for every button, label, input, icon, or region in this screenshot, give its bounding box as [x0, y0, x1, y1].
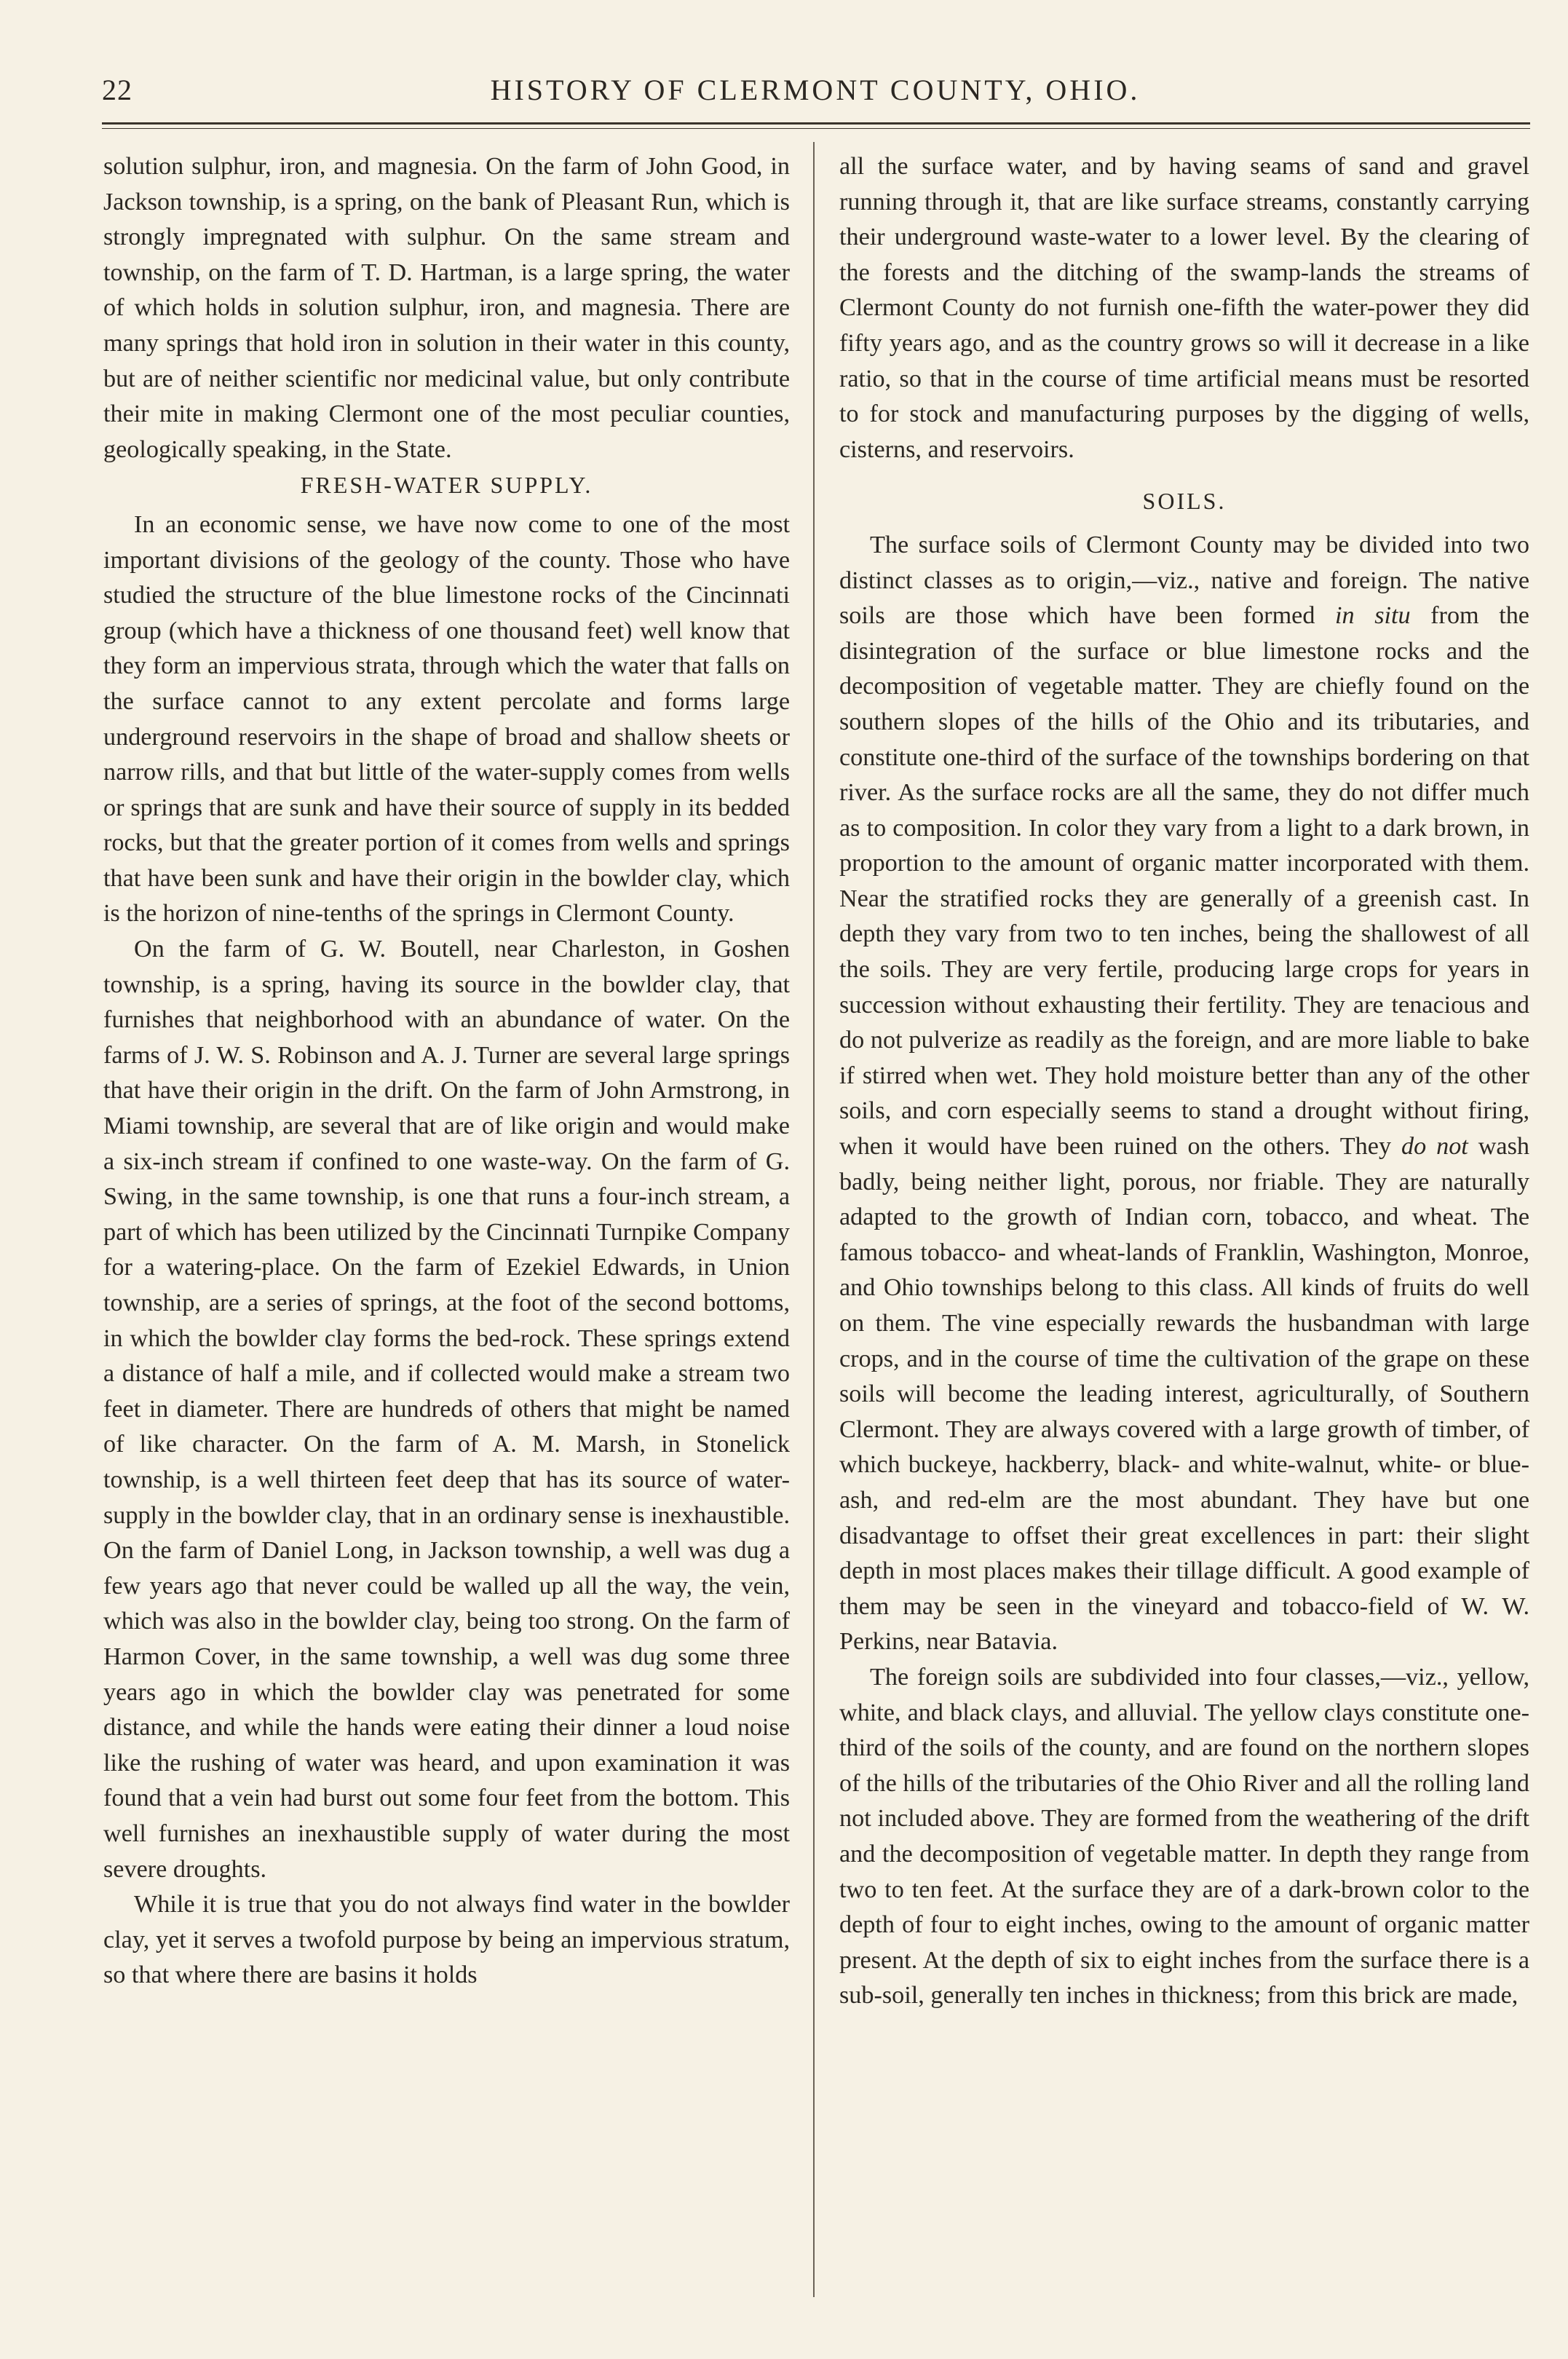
- left-column: [103, 149, 790, 1994]
- right-column: [839, 149, 1529, 2014]
- paragraph: all the surface water, and by having seams of sand and gravel running through it, that are like surface streams, constantly carrying their underground waste-water to a lower level. By the clearing of the forests and the ditching of the swamp-lands the streams of Clermont County do not furnish one-fifth the water-power they did fifty years ago, and as the country grows so will it decrease in a like ratio, so that in the course of time artificial means must be resorted to for stock and manufacturing purposes by the digging of wells, cisterns, and reservoirs.: [839, 153, 1529, 463]
- page-header: [102, 73, 1529, 109]
- header-rule: [102, 122, 1530, 125]
- italic-text: do not: [1401, 1133, 1468, 1161]
- paragraph: On the farm of G. W. Boutell, near Charleston, in Goshen township, is a spring, having its source in the bowlder clay, that furnishes that neighborhood with an abundance of water. On the farms of J. W. S. Robinson and A. J. Turner are several large springs that have their origin in the drift. On the farm of John Armstrong, in Miami township, are several that are of like origin and would make a six-inch stream if confined to one waste-way. On the farm of G. Swing, in the same township, is one that runs a four-inch stream, a part of which has been utilized by the Cincinnati Turnpike Company for a watering-place. On the farm of Ezekiel Edwards, in Union township, are a series of springs, at the foot of the second bottoms, in which the bowlder clay forms the bed-rock. These springs extend a distance of half a mile, and if collected would make a stream two feet in diameter. There are hundreds of others that might be named of like character. On the farm of A. M. Marsh, in Stonelick township, is a well thirteen feet deep that has its source of water-supply in the bowlder clay, that in an ordinary sense is inexhaustible. On the farm of Daniel Long, in Jackson township, a well was dug a few years ago that never could be walled up all the way, the vein, which was also in the bowlder clay, being too strong. On the farm of Harmon Cover, in the same township, a well was dug some three years ago in which the bowlder clay was penetrated for some distance, and while the hands were eating their dinner a loud noise like the rushing of water was heard, and upon examination it was found that a vein had burst out some four feet from the bottom. This well furnishes an inexhaustible supply of water during the most severe droughts.: [103, 936, 790, 1883]
- text-run: The surface soils of Clermont County may be divided into two distinct classes as to origin,—viz., native and foreign. The native soils are those which have been formed: [839, 531, 1529, 630]
- paragraph: While it is true that you do not always find water in the bowlder clay, yet it serves a twofold purpose by being an impervious stratum, so that where there are basins it holds: [103, 1891, 790, 1989]
- page-number: 22: [102, 74, 132, 106]
- section-heading-soils: SOILS.: [1142, 488, 1227, 515]
- text-run: wash badly, being neither light, porous, nor friable. They are naturally adapted to the growth of Indian corn, tobacco, and wheat. The famous tobacco- and wheat-lands of Franklin, Washington, Monroe, and Ohio townships belong to this class. All kinds of fruits do well on them. The vine especially rewards the husbandman with large crops, and in the course of time the cultivation of the grape on these soils will become the leading interest, agriculturally, of Southern Clermont. They are always covered with a large growth of timber, of which buckeye, hackberry, black- and white-walnut, white- or blue-ash, and red-elm are the most abundant. They have but one disadvantage to offset their great excellences in part: their slight depth in most places makes their tillage difficult. A good example of them may be seen in the vineyard and tobacco-field of W. W. Perkins, near Batavia.: [839, 1133, 1529, 1656]
- header-rule-thin: [102, 128, 1530, 129]
- italic-text: in situ: [1335, 602, 1411, 630]
- section-heading-fresh-water-supply: FRESH-WATER SUPPLY.: [300, 472, 593, 499]
- text-run: from the disintegration of the surface or blue limestone rocks and the decomposition of vegetable matter. They are chiefly found on the southern slopes of the hills of the Ohio and its tributaries, and constitute one-third of the surface of the townships bordering on that river. As the surface rocks are all the same, they do not differ much as to composition. In color they vary from a light to a dark brown, in proportion to the amount of organic matter incorporated with them. Near the stratified rocks they are generally of a greenish cast. In depth they vary from two to ten inches, being the shallowest of all the soils. They are very fertile, producing large crops for years in succession without exhausting their fertility. They are tenacious and do not pulverize as readily as the foreign, and are more liable to bake if stirred when wet. They hold moisture better than any of the other soils, and corn especially seems to stand a drought without firing, when it would have been ruined on the others. They: [839, 602, 1529, 1161]
- running-title: HISTORY OF CLERMONT COUNTY, OHIO.: [490, 74, 1141, 106]
- paragraph: In an economic sense, we have now come to one of the most important divisions of the geology of the county. Those who have studied the structure of the blue limestone rocks of the Cincinnati group (which have a thickness of one thousand feet) well know that they form an impervious strata, through which the water that falls on the surface cannot to any extent percolate and forms large underground reservoirs in the shape of broad and shallow sheets or narrow rills, and that but little of the water-supply comes from wells or springs that are sunk and have their source of supply in its bedded rocks, but that the greater portion of it comes from wells and springs that have been sunk and have their origin in the bowlder clay, which is the horizon of nine-tenths of the springs in Clermont County.: [103, 510, 790, 928]
- paragraph: The foreign soils are subdivided into four classes,—viz., yellow, white, and black clays, and alluvial. The yellow clays constitute one-third of the soils of the county, and are found on the northern slopes of the hills of the tributaries of the Ohio River and all the rolling land not included above. They are formed from the weathering of the drift and the decomposition of vegetable matter. In depth they range from two to ten feet. At the surface they are of a dark-brown color to the depth of four to eight inches, owing to the amount of organic matter present. At the depth of six to eight inches from the surface there is a sub-soil, generally ten inches in thickness; from this brick are made,: [839, 1663, 1529, 2010]
- paragraph: [839, 528, 1529, 1660]
- column-divider: [813, 142, 815, 2297]
- paragraph: solution sulphur, iron, and magnesia. On the farm of John Good, in Jackson township, is a spring, on the bank of Pleasant Run, which is strongly impregnated with sulphur. On the same stream and township, on the farm of T. D. Hartman, is a large spring, the water of which holds in solution sulphur, iron, and magnesia. There are many springs that hold iron in solution in their water in this county, but are of neither scientific nor medicinal value, but only contribute their mite in making Clermont one of the most peculiar counties, geologically speaking, in the State.: [103, 153, 790, 463]
